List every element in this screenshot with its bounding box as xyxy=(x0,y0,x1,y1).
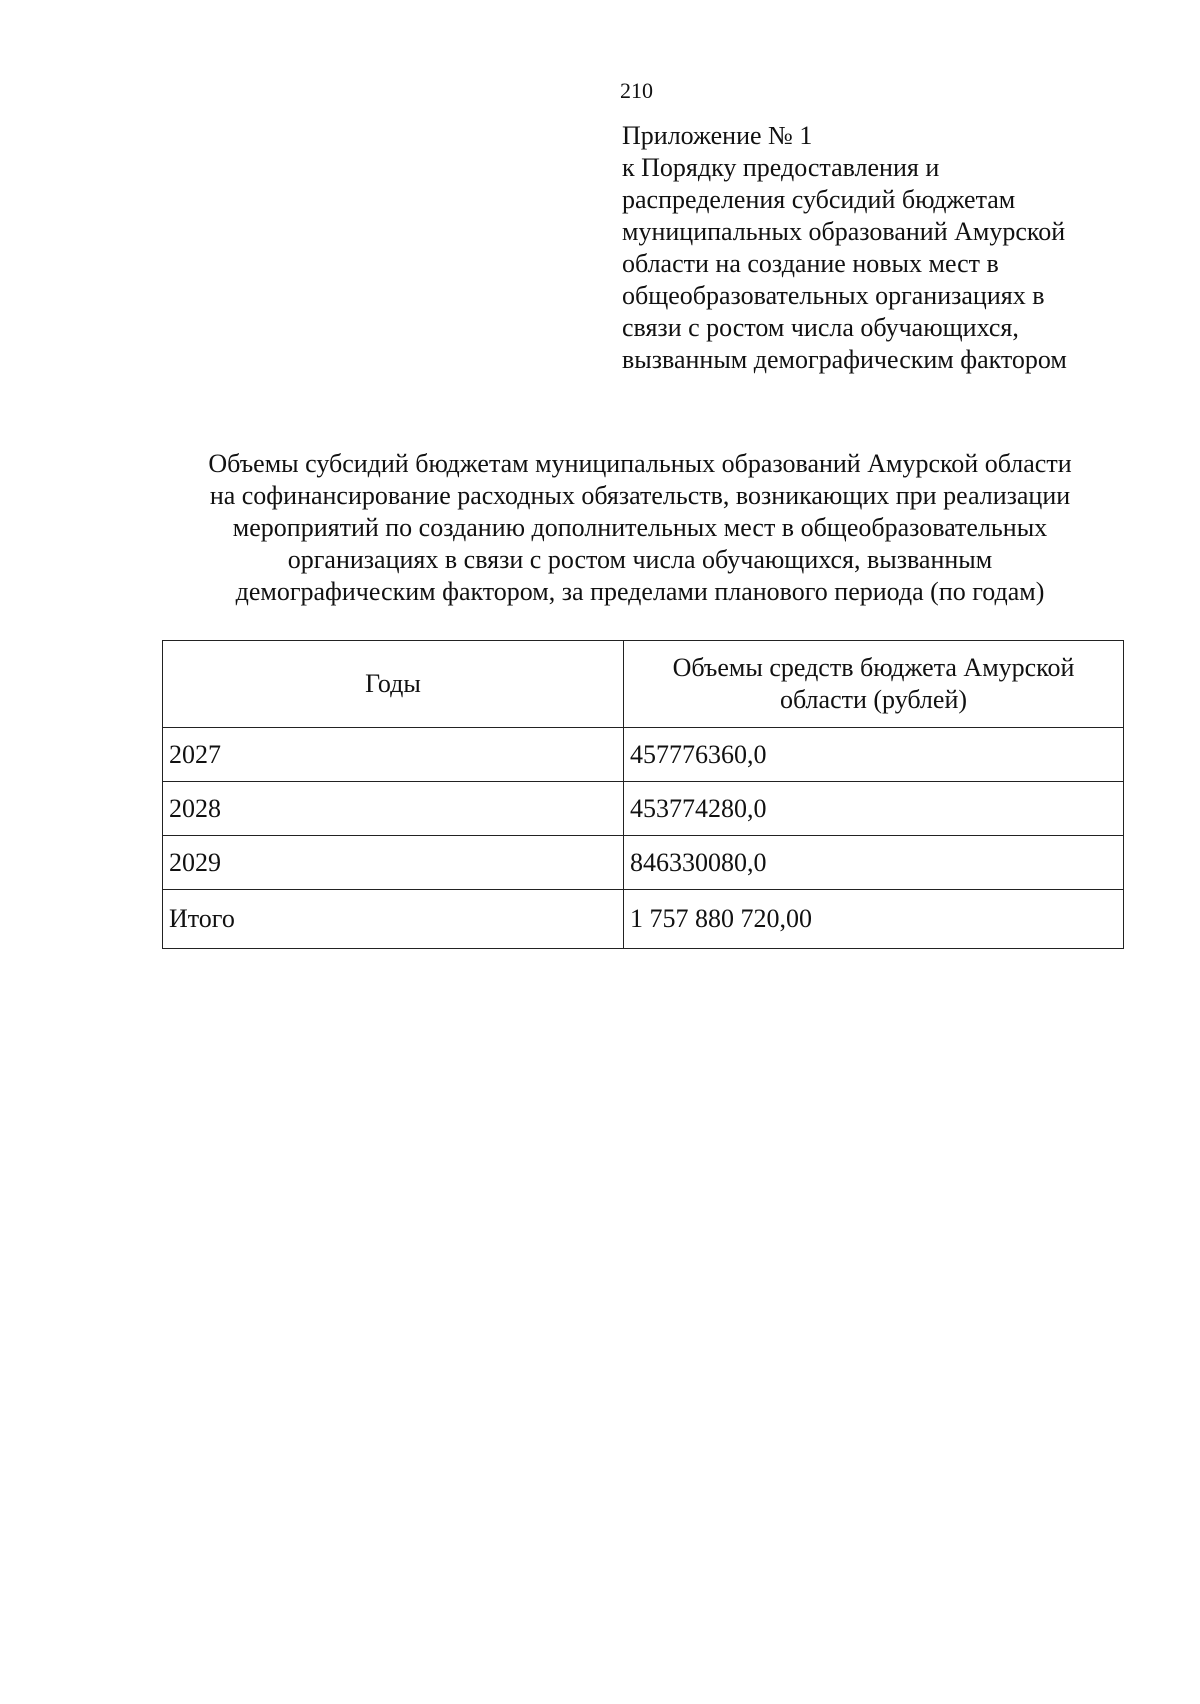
total-row xyxy=(163,890,1124,949)
title-line: мероприятий по созданию дополнительных мест в общеобразовательных xyxy=(232,513,1048,542)
appendix-line: к Порядку предоставления и xyxy=(622,153,940,182)
header-years: Годы xyxy=(163,641,624,728)
appendix-line: вызванным демографическим фактором xyxy=(622,345,1067,374)
table-row xyxy=(163,836,1124,890)
table-row xyxy=(163,782,1124,836)
title-line: Объемы субсидий бюджетам муниципальных образований Амурской области xyxy=(208,449,1072,478)
document-title xyxy=(150,448,1130,608)
appendix-block xyxy=(622,120,1142,376)
page-number: 210 xyxy=(620,78,653,103)
title-line: организациях в связи с ростом числа обучающихся, вызванным xyxy=(287,545,993,574)
year-cell: 2028 xyxy=(163,782,624,836)
year-cell: 2029 xyxy=(163,836,624,890)
total-label-cell: Итого xyxy=(163,890,624,949)
year-cell: 2027 xyxy=(163,728,624,782)
header-amount xyxy=(624,641,1124,728)
appendix-line: общеобразовательных организациях в xyxy=(622,281,1045,310)
appendix-line: распределения субсидий бюджетам xyxy=(622,185,1016,214)
title-line: на софинансирование расходных обязательств, возникающих при реализации xyxy=(209,481,1071,510)
table-row xyxy=(163,728,1124,782)
amount-cell: 453774280,0 xyxy=(624,782,1124,836)
table-header-row xyxy=(163,641,1124,728)
header-amount-line: области (рублей) xyxy=(779,685,968,714)
amount-cell: 457776360,0 xyxy=(624,728,1124,782)
subsidy-table xyxy=(162,640,1124,949)
amount-cell: 846330080,0 xyxy=(624,836,1124,890)
header-amount-line: Объемы средств бюджета Амурской xyxy=(672,653,1075,682)
appendix-line: Приложение № 1 xyxy=(622,121,813,150)
appendix-line: области на создание новых мест в xyxy=(622,249,999,278)
title-line: демографическим фактором, за пределами планового периода (по годам) xyxy=(235,577,1045,606)
appendix-line: муниципальных образований Амурской xyxy=(622,217,1066,246)
total-amount-cell: 1 757 880 720,00 xyxy=(624,890,1124,949)
appendix-line: связи с ростом числа обучающихся, xyxy=(622,313,1019,342)
